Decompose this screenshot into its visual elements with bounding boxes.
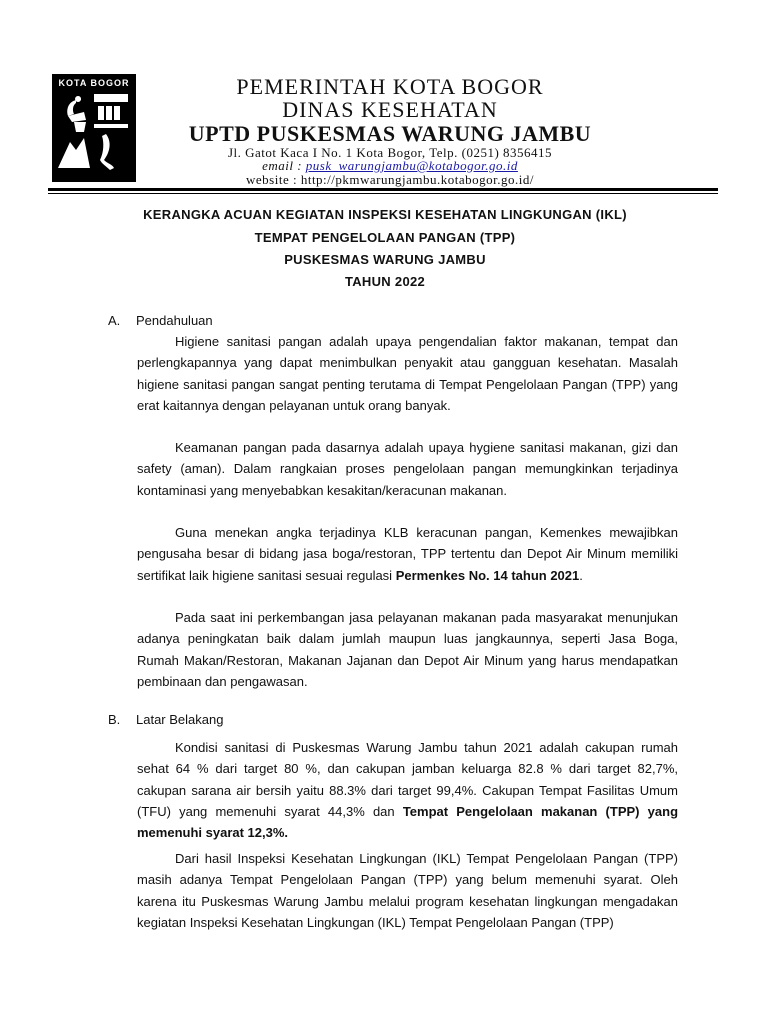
coat-of-arms-icon	[54, 90, 134, 180]
section-a-title: Pendahuluan	[136, 313, 213, 328]
section-b-p2-text: Dari hasil Inspeksi Kesehatan Lingkungan (IKL) Tempat Pengelolaan Pangan (TPP) masih adanya Tempat Pengelolaan Pangan (TPP) yang belum memenuhi syarat. Oleh karena itu Puskesmas Warung Jambu melalui program kesehatan lingkungan mengadakan kegiatan Inspeksi Kesehatan Lingkungan (IKL) Tempat Pengelolaan Pangan (TPP)	[137, 851, 678, 930]
tpp-coverage-highlight: Tempat Pengelolaan makanan (TPP) yang memenuhi syarat 12,3%.	[137, 803, 679, 841]
section-b-heading	[108, 712, 223, 727]
header-divider-thick	[48, 188, 718, 191]
section-b-p1-text: Kondisi sanitasi di Puskesmas Warung Jambu tahun 2021 adalah cakupan rumah sehat 64 % dari target 80 %, dan cakupan jamban keluarga 82.8 % dari target 82,7%, cakupan sarana air bersih yaitu 88.3% dari target 99,4%. Cakupan Tempat Fasilitas Umum (TFU) yang memenuhi syarat 44,3% dan	[137, 740, 678, 819]
email-label: email :	[262, 158, 306, 173]
section-a-p4-text: Pada saat ini perkembangan jasa pelayanan makanan pada masyarakat menunjukan adanya peningkatan baik dalam jumlah maupun luas jangkaunnya, seperti Jasa Boga, Rumah Makan/Restoran, Makanan Jajanan dan Depot Air Minum yang harus mendapatkan pembinaan dan pengawasan.	[137, 610, 678, 689]
section-a-paragraph-3	[137, 522, 678, 586]
document-title-line-1: KERANGKA ACUAN KEGIATAN INSPEKSI KESEHATAN LINGKUNGAN (IKL)	[143, 207, 627, 222]
org-government-name: PEMERINTAH KOTA BOGOR	[236, 74, 544, 99]
kota-bogor-logo	[52, 74, 136, 182]
logo-caption: KOTA BOGOR	[58, 78, 130, 88]
section-b-paragraph-1	[137, 737, 678, 843]
section-b-title: Latar Belakang	[136, 712, 224, 727]
section-b-paragraph-2	[137, 848, 678, 933]
email-link[interactable]: pusk_warungjambu@kotabogor.go.id	[305, 158, 518, 173]
section-a-p3-text: Guna menekan angka terjadinya KLB keracunan pangan, Kemenkes mewajibkan pengusaha besar di bidang jasa boga/restoran, TPP tertentu dan Depot Air Minum memiliki sertifikat laik higiene sanitasi sesuai regulasi	[137, 525, 678, 583]
section-a-letter: A.	[108, 313, 121, 328]
section-a-paragraph-4	[137, 607, 678, 692]
section-a-paragraph-2	[137, 437, 678, 501]
website-line[interactable]: website : http://pkmwarungjambu.kotabogor.go.id/	[246, 172, 534, 187]
section-a-p3-end: .	[579, 567, 583, 583]
header-divider-thin	[48, 193, 718, 194]
section-a-heading	[108, 313, 213, 328]
document-title-line-4: TAHUN 2022	[344, 274, 426, 289]
org-unit-name: UPTD PUSKESMAS WARUNG JAMBU	[188, 121, 592, 146]
section-a-p2-text: Keamanan pangan pada dasarnya adalah upaya hygiene sanitasi makanan, gizi dan safety (aman). Dalam rangkaian proses pengelolaan pangan memungkinkan terjadinya kontaminasi yang menyebabkan kesakitan/keracunan makanan.	[137, 440, 678, 498]
document-title-line-2: TEMPAT PENGELOLAAN PANGAN (TPP)	[254, 230, 516, 245]
section-a-p1-text: Higiene sanitasi pangan adalah upaya pengendalian faktor makanan, tempat dan perlengkapannya yang dapat menimbulkan penyakit atau gangguan kesehatan. Masalah higiene sanitasi pangan sangat penting terutama di Tempat Pengelolaan Pangan (TPP) yang erat kaitannya dengan pelayanan untuk orang banyak.	[137, 334, 678, 413]
document-title-line-3: PUSKESMAS WARUNG JAMBU	[284, 252, 486, 267]
regulation-reference: Permenkes No. 14 tahun 2021	[395, 567, 580, 583]
org-agency-name: DINAS KESEHATAN	[282, 97, 498, 122]
section-a-paragraph-1	[137, 331, 678, 416]
section-b-letter: B.	[108, 712, 121, 727]
address-line: Jl. Gatot Kaca I No. 1 Kota Bogor, Telp. (0251) 8356415	[227, 145, 553, 160]
